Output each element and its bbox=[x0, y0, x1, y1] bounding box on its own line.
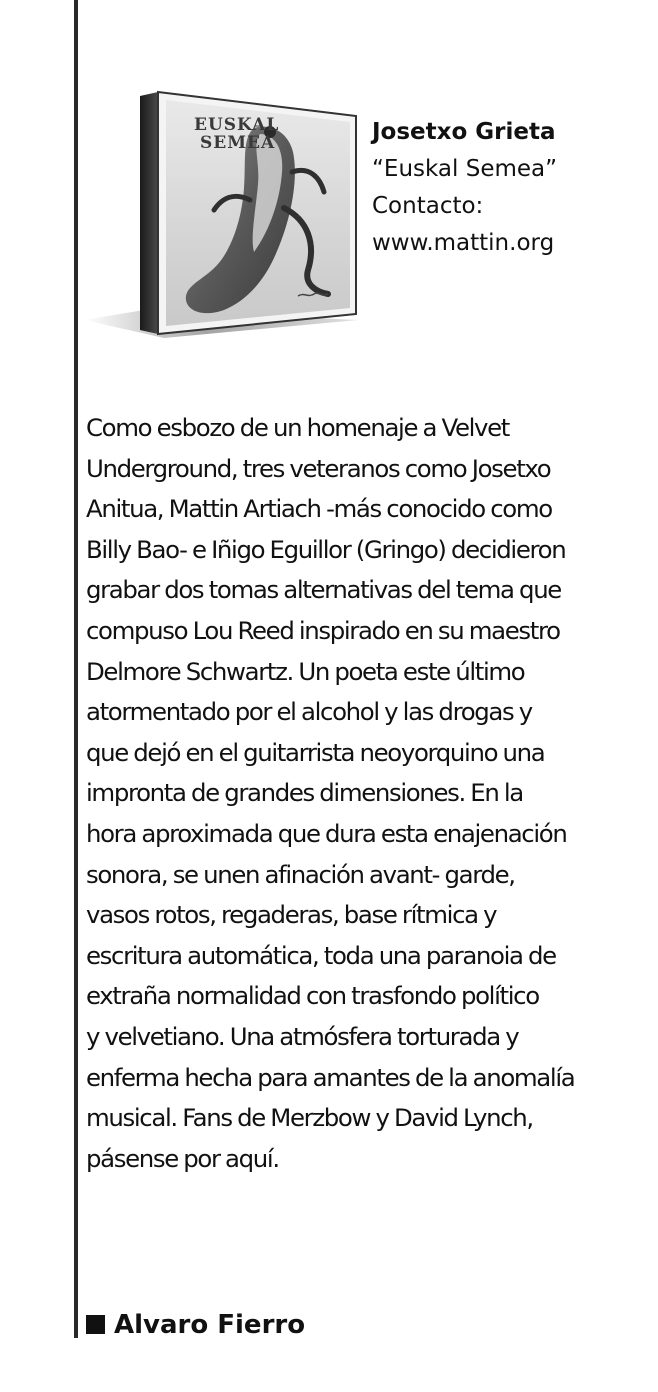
left-column-rule bbox=[74, 0, 78, 1338]
artist-name: Josetxo Grieta bbox=[372, 119, 556, 145]
review-body: Como esbozo de un homenaje a Velvet Underground, tres veteranos como Josetxo Anitua, Mattin Artiach -más conocido como Billy Bao- e Iñigo Eguillor (Gringo) decidieron grabar dos tomas alternativas del tema que compuso Lou Reed inspirado en su maestro Delmore Schwartz. Un poeta este último atormentado por el alcohol y las drogas y que dejó en el guitarrista neoyorquino una impronta de grandes dimensiones. En la hora aproximada que dura esta enajenación sonora, se unen afinación avant- garde, vasos rotos, regaderas, base rítmica y escritura automática, toda una paranoia de extraña normalidad con trasfondo político y velvetiano. Una atmósfera torturada y enferma hecha para amantes de la anomalía musical. Fans de Merzbow y David Lynch, pásense por aquí. bbox=[86, 413, 575, 1173]
contact-label: Contacto: bbox=[372, 193, 484, 219]
svg-text:SEMEA: SEMEA bbox=[200, 133, 276, 153]
black-square-icon bbox=[86, 1315, 105, 1334]
review-byline bbox=[86, 1307, 305, 1343]
album-info bbox=[372, 114, 652, 262]
album-cover-image bbox=[84, 88, 362, 340]
album-title: “Euskal Semea” bbox=[372, 156, 558, 182]
website-link[interactable]: www.mattin.org bbox=[372, 230, 555, 256]
author-name: Alvaro Fierro bbox=[114, 1310, 306, 1340]
svg-text:EUSKAL: EUSKAL bbox=[194, 115, 280, 135]
